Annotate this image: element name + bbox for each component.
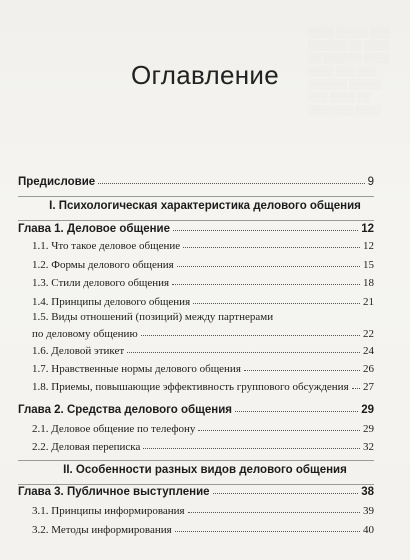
dot-leader xyxy=(244,370,360,371)
dot-leader xyxy=(198,430,360,431)
toc-entry-section xyxy=(32,277,374,289)
dot-leader xyxy=(127,352,360,353)
dot-leader xyxy=(352,388,360,389)
toc-entry-label: Глава 2. Средства делового общения xyxy=(18,404,232,416)
dot-leader xyxy=(183,247,360,248)
toc-entry-label: 2.2. Деловая переписка xyxy=(32,441,141,453)
toc-entry-label: 1.3. Стили делового общения xyxy=(32,277,170,289)
toc-entry-section xyxy=(32,524,374,536)
toc-entry-page: 24 xyxy=(363,345,374,357)
divider xyxy=(18,460,374,461)
dot-leader xyxy=(98,183,364,184)
toc-entry-label: 1.8. Приемы, повышающие эффективность группового обсуждения xyxy=(32,381,349,393)
toc-entry-chapter xyxy=(18,404,374,416)
toc-entry-section xyxy=(32,441,374,453)
divider xyxy=(18,220,374,221)
dot-leader xyxy=(175,531,360,532)
toc-entry-page: 38 xyxy=(361,486,374,498)
divider xyxy=(18,484,374,485)
toc-entry-page: 21 xyxy=(363,296,374,308)
toc-entry-section xyxy=(32,259,374,271)
dot-leader xyxy=(143,448,360,449)
dot-leader xyxy=(177,266,360,267)
toc-entry-label: 2.1. Деловое общение по телефону xyxy=(32,423,196,435)
toc-entry-label: Предисловие xyxy=(18,176,96,188)
dot-leader xyxy=(188,512,360,513)
toc-entry-label: 1.2. Формы делового общения xyxy=(32,259,174,271)
toc-entry-label: 1.7. Нравственные нормы делового общения xyxy=(32,363,241,375)
toc-entry-page: 40 xyxy=(363,524,374,536)
toc-entry-page: 27 xyxy=(363,381,374,393)
toc-entry-page: 12 xyxy=(363,240,374,252)
toc-entry-page: 26 xyxy=(363,363,374,375)
page-title: Оглавление xyxy=(131,60,279,90)
toc-entry-section xyxy=(32,505,374,517)
toc-entry-page: 29 xyxy=(363,423,374,435)
divider xyxy=(18,196,374,197)
toc-entry-section xyxy=(32,423,374,435)
toc-entry-page: 12 xyxy=(361,223,374,235)
toc-entry-page: 22 xyxy=(363,328,374,340)
part-heading: I. Психологическая характеристика делового общения xyxy=(49,200,361,212)
dot-leader xyxy=(172,284,360,285)
toc-entry-preface xyxy=(18,176,374,188)
dot-leader xyxy=(193,303,360,304)
toc-entry-page: 39 xyxy=(363,505,374,517)
toc-entry-label: 3.2. Методы информирования xyxy=(32,524,172,536)
toc-entry-section xyxy=(32,240,374,252)
toc-entry-chapter xyxy=(18,486,374,498)
toc-entry-label: 1.6. Деловой этикет xyxy=(32,345,125,357)
toc-entry-label-line1: 1.5. Виды отношений (позиций) между партнерами xyxy=(32,311,274,323)
toc-entry-page: 9 xyxy=(367,176,374,188)
dot-leader xyxy=(173,230,358,231)
part-heading: II. Особенности разных видов делового общения xyxy=(63,464,347,476)
toc-entry-label: 1.1. Что такое деловое общение xyxy=(32,240,181,252)
toc-entry-page: 15 xyxy=(363,259,374,271)
toc-entry-page: 32 xyxy=(363,441,374,453)
show-through-text: ░░░░ ░░░░░ ░░░ ░░░░░░ ░░ ░░░░ ░░ ░░░░░░ ░░░░ ░░░░ ░░░ ░░░ ░░░░░░ ░░░░░ ░░░ ░░░░ ░░ ░░░░░░░ ░░░░ xyxy=(308,27,390,115)
toc-entry-section xyxy=(32,345,374,357)
toc-entry-section xyxy=(32,363,374,375)
toc-entry-label: Глава 1. Деловое общение xyxy=(18,223,171,235)
toc-entry-page: 18 xyxy=(363,277,374,289)
dot-leader xyxy=(213,493,359,494)
toc-entry-section xyxy=(32,296,374,308)
toc-entry-label: по деловому общению xyxy=(32,328,138,340)
toc-entry-label: 3.1. Принципы информирования xyxy=(32,505,185,517)
toc-entry-section xyxy=(32,381,374,393)
toc-entry-section xyxy=(32,328,374,340)
dot-leader xyxy=(141,335,360,336)
dot-leader xyxy=(235,411,358,412)
toc-entry-page: 29 xyxy=(361,404,374,416)
toc-entry-label: Глава 3. Публичное выступление xyxy=(18,486,210,498)
toc-entry-chapter xyxy=(18,223,374,235)
toc-entry-label: 1.4. Принципы делового общения xyxy=(32,296,191,308)
